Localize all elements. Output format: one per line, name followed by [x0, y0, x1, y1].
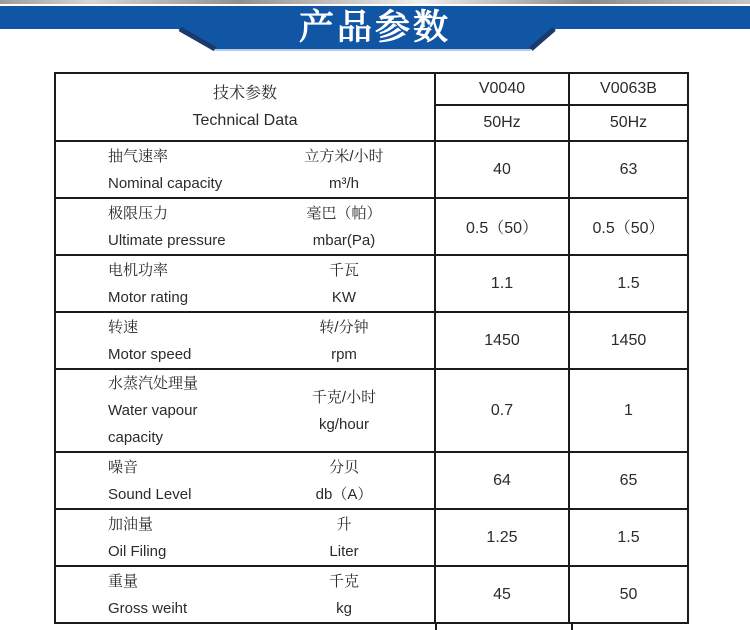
param-name-cn: 重量	[108, 572, 139, 590]
param-cell	[55, 198, 435, 255]
frequency-header: 50Hz	[569, 105, 688, 141]
param-unit-cn: 千瓦	[328, 261, 359, 279]
param-unit-en: rpm	[331, 345, 357, 363]
value-cell: 1.5	[569, 509, 688, 566]
model-column-header: V0063B	[569, 73, 688, 105]
table-row	[55, 566, 688, 623]
param-cell	[55, 141, 435, 198]
table-row	[55, 509, 688, 566]
param-unit-en: kg	[336, 599, 352, 617]
param-name-cn: 极限压力	[108, 204, 169, 222]
table-row	[55, 198, 688, 255]
value-cell: 0.5（50）	[569, 198, 688, 255]
param-unit-en: KW	[331, 288, 357, 306]
page-title: 产品参数	[298, 8, 451, 47]
value-cell: 1.5	[569, 255, 688, 312]
param-name-cn: 转速	[108, 318, 139, 336]
value-cell: 40	[435, 141, 569, 198]
value-cell: 1	[569, 369, 688, 452]
param-name-en: Nominal capacity	[108, 174, 223, 192]
param-unit-cn: 千克	[328, 572, 359, 590]
param-unit-cn: 升	[336, 515, 352, 533]
param-cell	[55, 369, 435, 452]
table-row	[55, 452, 688, 509]
spec-table-wrap	[54, 72, 689, 624]
param-name-en: Motor speed	[108, 345, 192, 363]
frequency-header: 50Hz	[435, 105, 569, 141]
param-cell	[55, 509, 435, 566]
param-unit-cn: 千克/小时	[311, 388, 377, 406]
param-name-en: Water vapour capacity	[108, 402, 198, 446]
spec-table	[54, 72, 689, 624]
table-bottom-stub	[571, 623, 573, 630]
param-name-en: Gross weiht	[108, 599, 188, 617]
param-unit-en: Liter	[329, 542, 359, 560]
value-cell: 1450	[435, 312, 569, 369]
param-cell	[55, 566, 435, 623]
param-cell	[55, 255, 435, 312]
param-name-cn: 水蒸汽处理量	[108, 375, 199, 392]
param-unit-cn: 转/分钟	[319, 318, 369, 336]
model-column-header: V0040	[435, 73, 569, 105]
table-header-row-models	[55, 73, 688, 105]
param-name-cn: 抽气速率	[108, 147, 169, 165]
table-row	[55, 141, 688, 198]
value-cell: 45	[435, 566, 569, 623]
value-cell: 0.7	[435, 369, 569, 452]
value-cell: 63	[569, 141, 688, 198]
header-title-cn: 技术参数	[212, 85, 277, 102]
param-unit-cn: 毫巴（帕）	[306, 204, 382, 222]
table-bottom-stub	[435, 623, 437, 630]
param-unit-cn: 立方米/小时	[304, 147, 384, 165]
param-unit-en: db（A）	[315, 485, 373, 503]
table-row	[55, 312, 688, 369]
value-cell: 1.25	[435, 509, 569, 566]
param-cell	[55, 452, 435, 509]
param-name-cn: 噪音	[108, 458, 139, 476]
table-row	[55, 255, 688, 312]
param-cell	[55, 312, 435, 369]
param-unit-en: kg/hour	[318, 415, 370, 433]
param-name-cn: 加油量	[108, 515, 154, 533]
param-name-en: Motor rating	[108, 288, 189, 306]
value-cell: 64	[435, 452, 569, 509]
param-name-en: Sound Level	[108, 485, 192, 503]
header-title-en: Technical Data	[192, 112, 298, 129]
param-unit-en: m³/h	[329, 174, 359, 192]
table-row	[55, 369, 688, 452]
param-unit-en: mbar(Pa)	[312, 231, 376, 249]
value-cell: 1450	[569, 312, 688, 369]
value-cell: 0.5（50）	[435, 198, 569, 255]
header-cell-technical-data	[55, 73, 435, 141]
param-name-cn: 电机功率	[108, 261, 169, 279]
metallic-top-strip	[0, 0, 750, 4]
param-name-en: Oil Filing	[108, 542, 167, 560]
value-cell: 65	[569, 452, 688, 509]
param-unit-cn: 分贝	[328, 458, 359, 476]
param-name-en: Ultimate pressure	[108, 231, 226, 249]
value-cell: 50	[569, 566, 688, 623]
value-cell: 1.1	[435, 255, 569, 312]
